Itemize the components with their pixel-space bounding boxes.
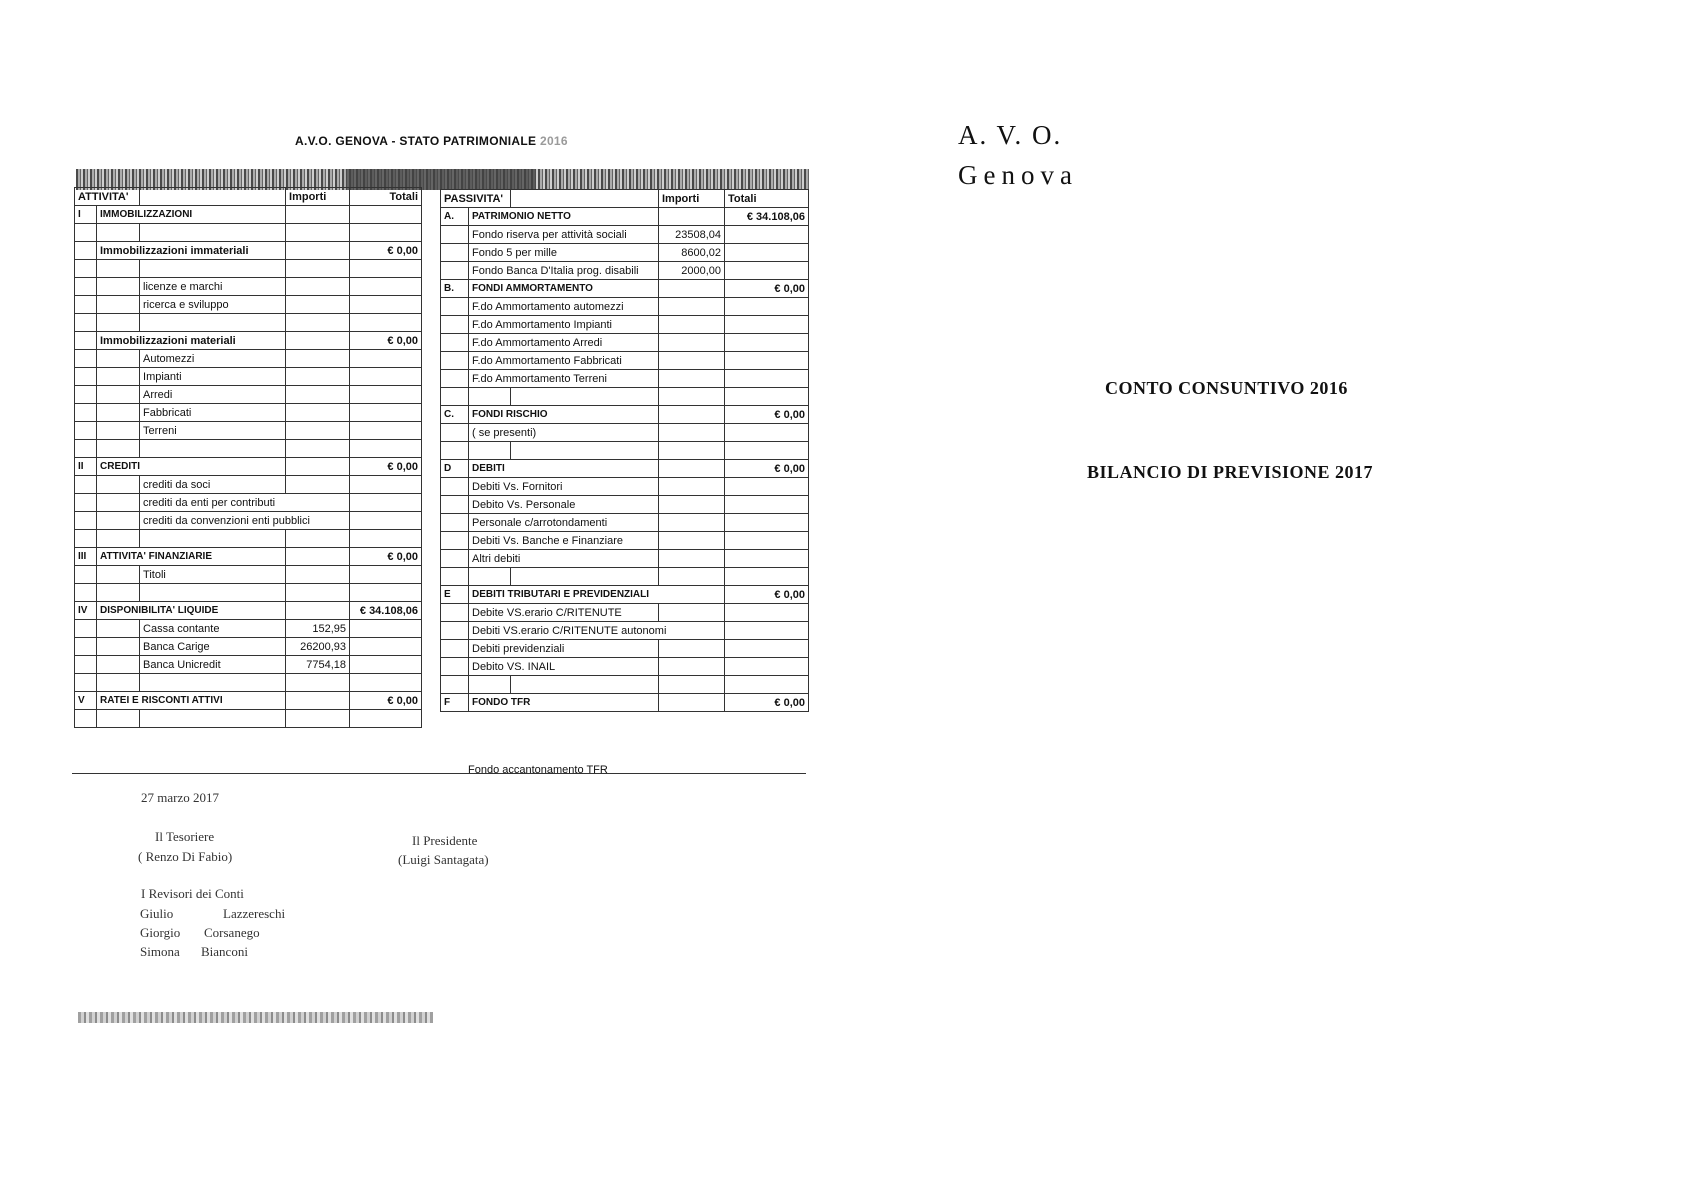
fondo-tfr-line: Fondo accantonamento TFR <box>468 764 608 776</box>
table-row <box>441 568 809 586</box>
row-label: Debite VS.erario C/RITENUTE <box>469 604 659 622</box>
conto-consuntivo-title: CONTO CONSUNTIVO 2016 <box>1105 378 1348 398</box>
table-row <box>75 332 422 350</box>
importi-header: Importi <box>659 190 725 208</box>
table-row <box>75 206 422 224</box>
row-label: F.do Ammortamento Arredi <box>469 334 659 352</box>
row-label: Cassa contante <box>140 620 286 638</box>
totali-header: Totali <box>350 188 422 206</box>
row-total: € 0,00 <box>725 280 809 298</box>
table-row <box>75 692 422 710</box>
row-total: € 0,00 <box>350 548 422 566</box>
table-row <box>441 496 809 514</box>
row-amount: 23508,04 <box>659 226 725 244</box>
row-label: Fondo 5 per mille <box>469 244 659 262</box>
table-row <box>441 658 809 676</box>
table-row <box>75 548 422 566</box>
section-label: DEBITI <box>469 460 659 478</box>
passivita-table <box>440 189 809 712</box>
section-label: DISPONIBILITA' LIQUIDE <box>97 602 286 620</box>
row-total: € 0,00 <box>350 692 422 710</box>
section-code: D <box>441 460 469 478</box>
row-label: Titoli <box>140 566 286 584</box>
row-label: Debiti previdenziali <box>469 640 659 658</box>
row-label: Banca Carige <box>140 638 286 656</box>
row-label: Banca Unicredit <box>140 656 286 674</box>
table-row <box>75 314 422 332</box>
section-code: B. <box>441 280 469 298</box>
table-row <box>75 296 422 314</box>
table-row <box>75 620 422 638</box>
section-code: A. <box>441 208 469 226</box>
signature-date: 27 marzo 2017 <box>141 790 219 805</box>
row-label: crediti da enti per contributi <box>140 494 350 512</box>
revisore-first: Simona <box>140 944 180 959</box>
table-row <box>441 640 809 658</box>
row-label: Arredi <box>140 386 286 404</box>
table-baseline <box>72 773 806 774</box>
table-row <box>75 656 422 674</box>
section-code: C. <box>441 406 469 424</box>
section-code: F <box>441 694 469 712</box>
section-code: E <box>441 586 469 604</box>
table-row <box>441 604 809 622</box>
bilancio-previsione-title: BILANCIO DI PREVISIONE 2017 <box>1087 462 1374 482</box>
table-row <box>441 478 809 496</box>
row-label: ( se presenti) <box>469 424 659 442</box>
row-label: F.do Ammortamento Terreni <box>469 370 659 388</box>
section-code: III <box>75 548 97 566</box>
row-amount: 152,95 <box>286 620 350 638</box>
table-row <box>441 532 809 550</box>
row-amount: 26200,93 <box>286 638 350 656</box>
row-label: Debiti Vs. Banche e Finanziare <box>469 532 659 550</box>
table-row <box>75 710 422 728</box>
table-row <box>441 316 809 334</box>
section-label: CREDITI <box>97 458 286 476</box>
table-row <box>441 694 809 712</box>
row-total: € 0,00 <box>725 460 809 478</box>
row-total: € 0,00 <box>350 332 422 350</box>
table-row <box>75 404 422 422</box>
org-name-line1: A. V. O. <box>958 120 1063 150</box>
row-label: crediti da convenzioni enti pubblici <box>140 512 350 530</box>
table-row <box>441 352 809 370</box>
table-row <box>441 190 809 208</box>
section-label: ATTIVITA' FINANZIARIE <box>97 548 286 566</box>
attivita-header: ATTIVITA' <box>75 188 140 206</box>
table-row <box>441 622 809 640</box>
section-label: FONDO TFR <box>469 694 659 712</box>
table-row <box>75 278 422 296</box>
revisore-last: Bianconi <box>201 944 248 959</box>
row-label: Debiti Vs. Fornitori <box>469 478 659 496</box>
table-row <box>441 514 809 532</box>
table-row <box>75 674 422 692</box>
table-row <box>75 512 422 530</box>
row-total: € 0,00 <box>350 242 422 260</box>
title-text: A.V.O. GENOVA - STATO PATRIMONIALE <box>295 134 537 148</box>
table-row <box>75 422 422 440</box>
tesoriere-name: ( Renzo Di Fabio) <box>138 849 233 864</box>
row-label: Fondo Banca D'Italia prog. disabili <box>469 262 659 280</box>
row-amount: 7754,18 <box>286 656 350 674</box>
row-label: ricerca e sviluppo <box>140 296 286 314</box>
table-row <box>75 386 422 404</box>
row-label: F.do Ammortamento Fabbricati <box>469 352 659 370</box>
table-row <box>75 242 422 260</box>
document-title <box>295 134 568 148</box>
table-row <box>75 530 422 548</box>
section-code: IV <box>75 602 97 620</box>
table-row <box>441 280 809 298</box>
title-year: 2016 <box>539 134 568 148</box>
presidente-role: Il Presidente <box>412 833 478 848</box>
table-row <box>441 676 809 694</box>
scan-smudge <box>78 1012 433 1023</box>
table-row <box>441 334 809 352</box>
row-label: F.do Ammortamento Impianti <box>469 316 659 334</box>
org-name-line2: Genova <box>958 160 1078 190</box>
section-label: PATRIMONIO NETTO <box>469 208 659 226</box>
row-label: Altri debiti <box>469 550 659 568</box>
table-row <box>75 188 422 206</box>
row-label: F.do Ammortamento automezzi <box>469 298 659 316</box>
row-label: Automezzi <box>140 350 286 368</box>
table-row <box>75 458 422 476</box>
table-row <box>441 208 809 226</box>
revisori-title: I Revisori dei Conti <box>141 886 244 901</box>
table-row <box>75 260 422 278</box>
table-row <box>441 442 809 460</box>
row-total: € 0,00 <box>725 694 809 712</box>
row-label: Debito Vs. Personale <box>469 496 659 514</box>
section-label: FONDI AMMORTAMENTO <box>469 280 659 298</box>
table-row <box>441 550 809 568</box>
table-row <box>441 298 809 316</box>
row-label: Debiti VS.erario C/RITENUTE autonomi <box>469 622 725 640</box>
table-row <box>75 602 422 620</box>
row-label: Personale c/arrotondamenti <box>469 514 659 532</box>
section-code: V <box>75 692 97 710</box>
section-label: FONDI RISCHIO <box>469 406 659 424</box>
importi-header: Importi <box>286 188 350 206</box>
revisore-last: Corsanego <box>204 925 260 940</box>
section-label: DEBITI TRIBUTARI E PREVIDENZIALI <box>469 586 725 604</box>
table-row <box>441 424 809 442</box>
table-row <box>441 226 809 244</box>
section-label: RATEI E RISCONTI ATTIVI <box>97 692 286 710</box>
table-row <box>441 370 809 388</box>
row-label: Debito VS. INAIL <box>469 658 659 676</box>
passivita-header: PASSIVITA' <box>441 190 511 208</box>
table-row <box>75 368 422 386</box>
table-row <box>75 224 422 242</box>
row-amount: 2000,00 <box>659 262 725 280</box>
revisore-first: Giorgio <box>140 925 181 940</box>
table-row <box>441 460 809 478</box>
revisore-first: Giulio <box>140 906 174 921</box>
table-row <box>75 566 422 584</box>
totali-header: Totali <box>725 190 809 208</box>
table-row <box>75 350 422 368</box>
row-total: € 34.108,06 <box>350 602 422 620</box>
row-total: € 0,00 <box>350 458 422 476</box>
row-amount: 8600,02 <box>659 244 725 262</box>
table-row <box>441 388 809 406</box>
row-total: € 0,00 <box>725 586 809 604</box>
table-row <box>75 440 422 458</box>
table-row <box>441 586 809 604</box>
row-label: Fondo riserva per attività sociali <box>469 226 659 244</box>
row-label: crediti da soci <box>140 476 286 494</box>
section-code: I <box>75 206 97 224</box>
table-row <box>75 476 422 494</box>
table-row <box>75 494 422 512</box>
row-label: licenze e marchi <box>140 278 286 296</box>
subsection-label: Immobilizzazioni materiali <box>97 332 286 350</box>
revisore-last: Lazzereschi <box>223 906 286 921</box>
table-row <box>441 406 809 424</box>
row-total: € 34.108,06 <box>725 208 809 226</box>
tesoriere-role: Il Tesoriere <box>155 829 215 844</box>
table-row <box>441 262 809 280</box>
table-row <box>75 638 422 656</box>
row-label: Impianti <box>140 368 286 386</box>
row-label: Fabbricati <box>140 404 286 422</box>
subsection-label: Immobilizzazioni immateriali <box>97 242 286 260</box>
section-code: II <box>75 458 97 476</box>
presidente-name: (Luigi Santagata) <box>398 852 489 867</box>
section-label: IMMOBILIZZAZIONI <box>97 206 286 224</box>
table-row <box>75 584 422 602</box>
row-label: Terreni <box>140 422 286 440</box>
attivita-table <box>74 187 422 728</box>
table-row <box>441 244 809 262</box>
row-total: € 0,00 <box>725 406 809 424</box>
